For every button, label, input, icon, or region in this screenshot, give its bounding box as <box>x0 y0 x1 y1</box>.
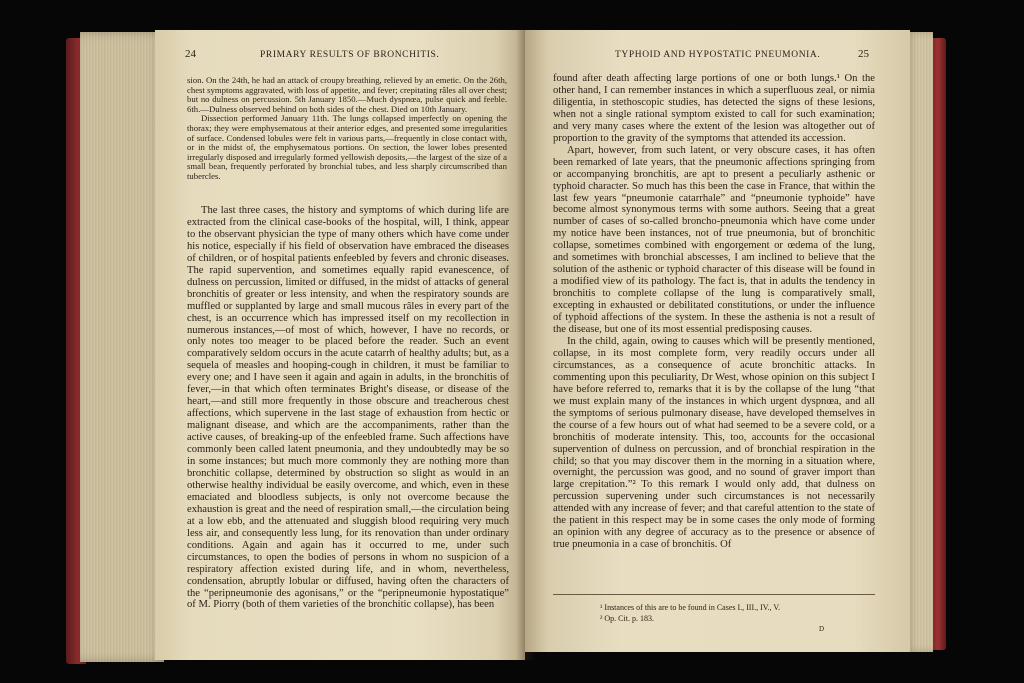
page-number: 24 <box>185 48 196 60</box>
footnote-1: ¹ Instances of this are to be found in Cases I., III., IV., V. <box>600 603 781 612</box>
signature-mark: D <box>819 625 825 633</box>
page-number: 25 <box>858 48 869 60</box>
right-page <box>525 30 910 652</box>
main-paragraph: The last three cases, the history and symptoms of which during life are extracted from the clinical case-books of the hospital, will, I think, appear to the observant physician the type of many others which have come under his notice, especially if his field of observation have embraced the diseases of children, or of hospital patients enfeebled by fevers and chronic diseases. The rapid supervention, and sometimes equally rapid evanescence, of dulness on percussion, limited or diffused, in the midst of attacks of general bronchitis of greater or less intensity, and when the respiratory sounds are muffled or supplanted by large and small mucous râles in every part of the chest, is an occurrence which has impressed itself on my recollection in numerous instances,—of most of which, however, I have no records, or only notes too meager to be placed before the reader. Such an event comparatively seldom occurs in the acute catarrh of healthy adults; but, as a sequela of measles and hooping-cough in children, it must be familiar to every one; and I have seen it again and again in adults, in the bronchitis of fever,—in that which often terminates Bright's disease, or disease of the heart,—and still more frequently in those obscure and treacherous chest affections, which supervene in the last stage of exhaustion from hectic or malignant disease, and which are the accompaniments, rather than the active causes, of breaking-up of the enfeebled frame. Such affections have commonly been called latent pneumonia, and they undoubtedly may be so in some instances; but much more commonly they are nothing more than bronchitic collapse, determined by obstruction so slight as would in an otherwise healthy individual be easily overcome, and which, even in these emaciated and bloodless subjects, is only not overcome because the exhaustion is great and the need of respiration small,—the circulation being at a low ebb, and the attenuated and sluggish blood requiring very much less air, and consequently less lung, for its renovation than under ordinary conditions. Again and again has it occurred to me, under such circumstances, to open the bodies of persons in whom no suspicion of a respiratory affection existed during life, and in whom, nevertheless, condensation, abruptly lobular or diffused, having often the characters of the “peripneumonie des agonisans,” or the “peripneumonie hypostatique” of M. Piorry (both of them varieties of the bronchitic collapse), has been <box>187 205 509 611</box>
footnote-rule <box>553 594 875 595</box>
case-note-paragraph: Dissection performed January 11th. The lungs collapsed imperfectly on opening the thorax; they were emphysematous at their anterior edges, and presented some irregularities of surface. Condensed lobules were felt in various parts,—frequently in close contact with, or in the midst of, the emphysematous portions. On section, the lower lobes presented irregularly disposed and irregularly formed yellowish deposits,—the largest of the size of a small bean, frequently perforated by bronchial tubes, and less sharply circumscribed than tubercles. <box>187 113 507 181</box>
running-head: TYPHOID AND HYPOSTATIC PNEUMONIA. <box>615 50 821 60</box>
paragraph: In the child, again, owing to causes which will be presently mentioned, collapse, in its most complete form, very readily occurs under all circumstances, as a consequence of acute bronchitic attacks. In commenting upon this peculiarity, Dr West, whose opinion on this subject I have before referred to, remarks that it is by the collapse of the lung “that we must explain many of the instances in which urgent dyspnœa, and all the symptoms of serious pulmonary disease, have developed themselves in the course of a few hours out of what had seemed to be a severe cold, or a bronchitis of moderate intensity. This, too, accounts for the occasional supervention of dulness on percussion, and of bronchial respiration in the child; so that you may discover them in the morning in a situation where, overnight, the percussion was good, and no sound of graver import than large crepitation.”² To this remark I would only add, that dulness on percussion supervening under such circumstances is not necessarily attended with any increase of fever; and that careful attention to the state of the patient in this respect may be in some cases the only mode of forming an opinion with any degree of accuracy as to the presence or absence of true pneumonia in a case of bronchitis. Of <box>553 335 875 551</box>
body-text <box>553 73 875 551</box>
running-head: PRIMARY RESULTS OF BRONCHITIS. <box>260 50 440 60</box>
paragraph: found after death affecting large portions of one or both lungs.¹ On the other hand, I can remember instances in which a superfluous zeal, or nimia diligentia, in stethoscopic studies, has detected the signs of these lesions, when not a single rational symptom existed to call for such examination; and very many cases where the extent of the lesion was altogether out of proportion to the gravity of the symptoms that attended its accession. <box>553 73 875 144</box>
case-notes <box>187 76 507 182</box>
page-edges-left <box>80 32 164 662</box>
left-page <box>155 30 525 660</box>
paragraph: Apart, however, from such latent, or very obscure cases, it has often been remarked of late years, that the pneumonic affections springing from or accompanying bronchitis, are apt to present a peculiarly asthenic or typhoid character. So much has this been the case in France, that within the last few years “pneumonie catarrhale” and “pneumonie typhoide” have become almost synonymous terms with some authors. Seeing that a great number of cases of so-called broncho-pneumonia which have come under my notice have been instances, not of true pneumonia, but of bronchitic collapse, sometimes combined with engorgement or œdema of the lung, and sometimes with bronchial abscesses, I am inclined to believe that the solution of the asthenic or typhoid character of this disease will be found in a modified view of its pathology. The fact is, that in adults the tendency in bronchitis to complete collapse of the lung is comparatively small, excepting in exhausted or debilitated constitutions, or under the influence of typhoid affections of the system. In these the asthenia is not a result of the disease, but one of its most essential predisposing causes. <box>553 144 875 336</box>
footnote-2: ² Op. Cit. p. 183. <box>600 614 654 623</box>
case-note-paragraph: sion. On the 24th, he had an attack of croupy breathing, relieved by an emetic. On the 26th, chest symptoms aggravated, with loss of appetite, and fever; crepitating râles all over chest; but no dulness on percussion. 5th January 1850.—Much dyspnœa, pulse quick and feeble. 6th.—Dulness observed behind on both sides of the chest. Died on 10th January. <box>187 75 507 114</box>
